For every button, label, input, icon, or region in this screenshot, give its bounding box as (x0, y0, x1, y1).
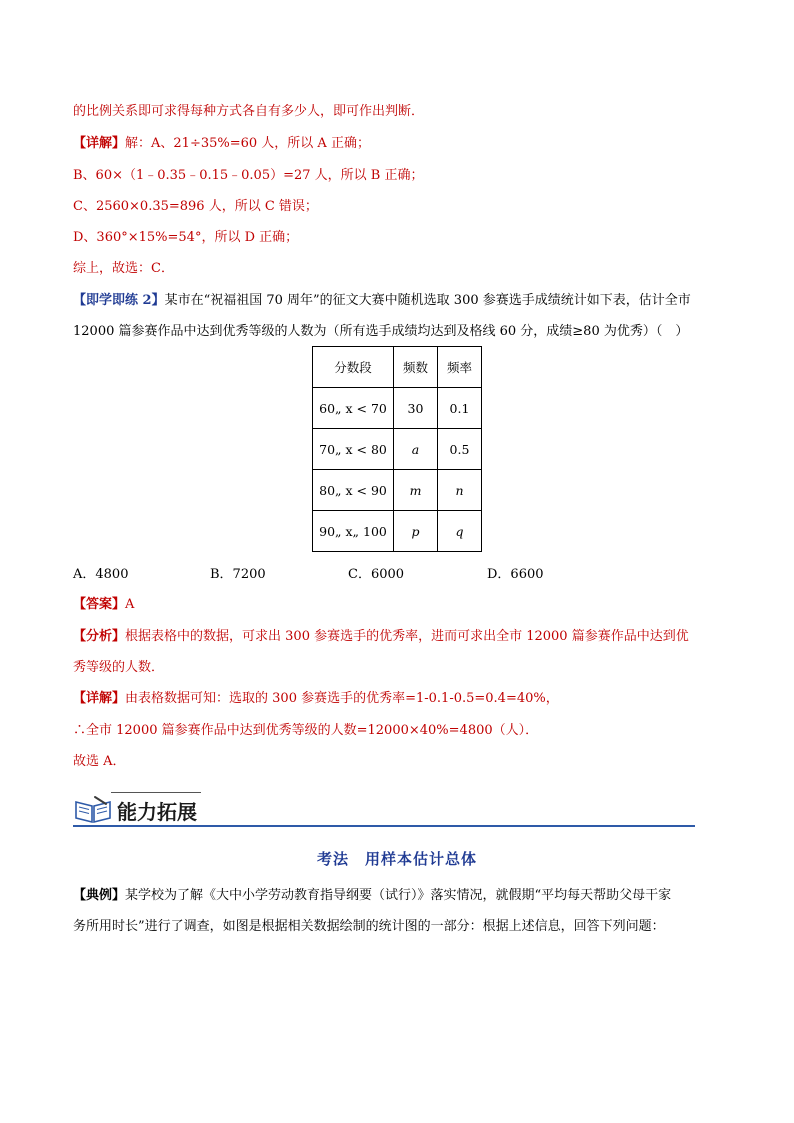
detail-line-4: D、360°×15%=54°，所以 D 正确； (73, 230, 299, 245)
analysis-line-1 (73, 627, 689, 647)
practice-label: 【即学即练 2】 (73, 293, 165, 308)
table-cell: 70„ x < 80 (313, 429, 394, 470)
section-title: 能力拓展 (117, 800, 197, 824)
table-cell: 90„ x„ 100 (313, 511, 394, 552)
table-row (313, 429, 482, 470)
detail2-text-1: 由表格数据可知：选取的 300 参赛选手的优秀率=1-0.1-0.5=0.4=40%， (125, 691, 559, 706)
detail2-line-3: 故选 A． (73, 754, 126, 769)
table-header: 频率 (438, 347, 482, 388)
table-cell: 60„ x < 70 (313, 388, 394, 429)
table-cell: q (438, 511, 482, 552)
detail-line-2: B、60×（1﹣0.35﹣0.15﹣0.05）=27 人，所以 B 正确； (73, 168, 424, 183)
table-cell: 80„ x < 90 (313, 470, 394, 511)
table-cell: a (394, 429, 438, 470)
analysis-line-2: 秀等级的人数． (73, 660, 165, 675)
option-a: A．4800 (73, 567, 129, 582)
example-label: 【典例】 (73, 888, 126, 903)
detail-line-1 (73, 134, 370, 154)
detail-text-1: 解：A、21÷35%=60 人，所以 A 正确； (125, 136, 370, 151)
example-line-1 (73, 886, 671, 906)
answer-line (73, 595, 134, 615)
table-header: 频数 (394, 347, 438, 388)
table-row (313, 470, 482, 511)
example-text-1: 某学校为了解《大中小学劳动教育指导纲要（试行）》落实情况，就假期“平均每天帮助父母干家 (125, 888, 672, 903)
section-top-line (111, 792, 201, 793)
option-d: D．6600 (487, 567, 544, 582)
table-cell: m (394, 470, 438, 511)
score-frequency-table (312, 346, 482, 552)
analysis-conclusion-line: 的比例关系即可求得每种方式各自有多少人，即可作出判断． (73, 104, 425, 119)
option-b: B．7200 (210, 567, 266, 582)
detail2-line-1 (73, 689, 559, 709)
practice-question-line-1 (73, 291, 691, 311)
table-row (313, 511, 482, 552)
practice-question-text-1: 某市在“祝福祖国 70 周年”的征文大赛中随机选取 300 参赛选手成绩统计如下表，估计全市 (164, 293, 691, 308)
table-cell: p (394, 511, 438, 552)
practice-question-line-2: 12000 篇参赛作品中达到优秀等级的人数为（所有选手成绩均达到及格线 60 分，成绩≥80 为优秀）（ ） (73, 324, 689, 339)
analysis-label: 【分析】 (73, 629, 126, 644)
example-line-2: 务所用时长”进行了调查，如图是根据相关数据绘制的统计图的一部分：根据上述信息，回答下列问题： (73, 919, 665, 934)
open-book-icon (73, 794, 113, 824)
table-cell: 0.5 (438, 429, 482, 470)
section-rule (73, 825, 695, 827)
table-row (313, 388, 482, 429)
section-header (73, 792, 695, 832)
detail-line-5: 综上，故选：C． (73, 261, 174, 276)
detail-label: 【详解】 (73, 136, 126, 151)
detail2-label: 【详解】 (73, 691, 126, 706)
answer-value: A (125, 597, 135, 612)
detail-line-3: C、2560×0.35=896 人，所以 C 错误； (73, 199, 318, 214)
analysis-text-1: 根据表格中的数据，可求出 300 参赛选手的优秀率，进而可求出全市 12000 篇参赛作品中达到优 (125, 629, 689, 644)
table-cell: n (438, 470, 482, 511)
answer-label: 【答案】 (73, 597, 126, 612)
table-header-row (313, 347, 482, 388)
table-cell: 30 (394, 388, 438, 429)
table-header: 分数段 (313, 347, 394, 388)
detail2-line-2: ∴全市 12000 篇参赛作品中达到优秀等级的人数=12000×40%=4800（人）． (73, 723, 539, 738)
table-cell: 0.1 (438, 388, 482, 429)
option-c: C．6000 (348, 567, 405, 582)
method-title: 考法 用样本估计总体 (316, 850, 477, 868)
